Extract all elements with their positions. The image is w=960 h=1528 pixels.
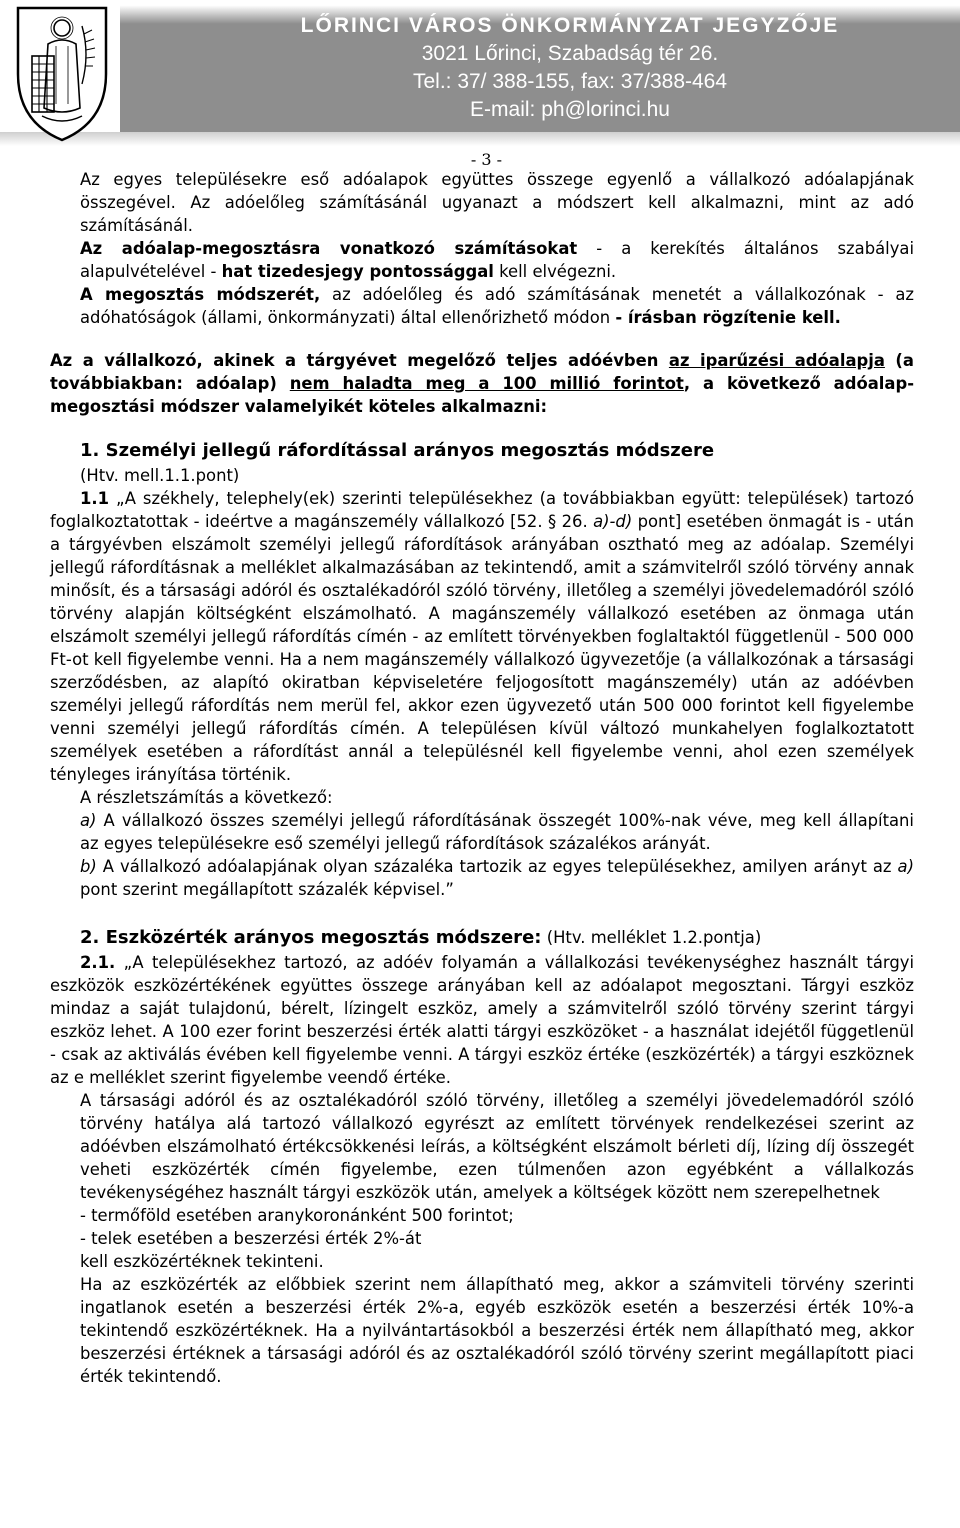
calc-step-a: a) A vállalkozó összes személyi jellegű ráfordításának összegét 100%-nak véve, meg kell állapítani az egyes településekre eső személyi jellegű ráfordítások százalékos arányát. [80, 811, 914, 853]
office-address: 3021 Lőrinci, Szabadság tér 26. [421, 42, 719, 65]
letterhead-shadow [0, 132, 960, 146]
section-2 [50, 925, 914, 951]
list-item: - termőföld esetében aranykoronánként 500 forintot; [80, 1206, 514, 1225]
section-2-heading: 2. Eszközérték arányos megosztás módszere: [80, 927, 542, 948]
paragraph-eligibility: Az a vállalkozó, akinek a tárgyévet megelőző teljes adóévben az iparűzési adóalapja (a továbbiakban: adóalap) nem haladta meg a 100 millió forintot, a következő adóalap-megosztási módszer valamelyikét köteles alkalmazni: [50, 351, 914, 416]
letterhead-text [250, 12, 890, 124]
section-2-reference: (Htv. melléklet 1.2.pontja) [541, 928, 762, 947]
section-2-paragraph-2: A társasági adóról és az osztalékadóról szóló törvény, illetőleg a személyi jövedelemadóról szóló törvény hatálya alá tartozó vállalkozó egyrészt az említett törvények rendelkezései szerint az adóévben elszámolható értékcsökkenési leírás, a költségként elszámolt bérleti díj, lízing díj összegét veheti eszközérték címén figyelembe, ezen túlmenően azon egyébként a vállalkozás tevékenységéhez használt tárgyi eszközök után, amelyek a költségek között nem szerepelhetnek [80, 1091, 914, 1202]
section-1-1-text: 1.1 „A székhely, telephely(ek) szerinti településekhez (a továbbiakban együtt: települések) tartozó foglalkoztatottak - ideértve a magánszemély vállalkozó [52. § 26. a)-d) pont] esetében önmagát is - után a tárgyévben elszámolt személyi jellegű ráfordítások arányában osztható meg az adóalap. Személyi jellegű ráfordításnak a melléklet alkalmazásában az tekintendő, amit a számvitelről szóló törvény annak minősít, és a társasági adóról és osztalékadóról szóló törvény, illetőleg a személyi jövedelemadóról szóló törvény alapján költségként elszámolható. A magánszemély vállalkozó esetében az önmaga után elszámolt személyi jellegű ráfordítás címén - az említett törvényekben foglaltaktól függetlenül - 500 000 Ft-ot kell figyelembe venni. Ha a nem magánszemély vállalkozó ügyvezetője (a vállalkozónak a társasági szerződésben, az alapító okiratban képviseletére feljogosított magánszemély) után az adóévben személyi jellegű ráfordítás nem merül fel, akkor ezen ügyvezető után 500 000 forintot kell figyelembe venni személyi jellegű ráfordítás címén. A településen kívül változó munkahelyen foglalkoztatott személyek esetében a ráfordítást annál a településnél kell figyelembe venni, ahol ezen személyek tényleges irányítása történik. [50, 489, 914, 784]
paragraph-summing: Az egyes településekre eső adóalapok együttes összege egyenlő a vállalkozó adóalapjának összegével. Az adóelőleg számításánál ugyanazt a módszert kell alkalmazni, mint az adó számításánál. [80, 170, 914, 235]
section-2-1-text: 2.1. „A településekhez tartozó, az adóév folyamán a vállalkozási tevékenységhez használt tárgyi eszközök eszközértékének együttes összege arányában kell az adóalapot megosztani. Tárgyi eszköz mindaz a saját tulajdonú, bérelt, lízingelt eszköz, amely a számvitelről szóló törvény szerint tárgyi eszköz lehet. A 100 ezer forint beszerzési érték alatti tárgyi eszközöket - a használat idejétől függetlenül - csak az aktiválás évében kell figyelembe venni. A tárgyi eszköz értéke (eszközérték) a tárgyi eszköznek az e melléklet szerint figyelembe veendő értéke. [50, 953, 914, 1087]
calc-step-b: b) A vállalkozó adóalapjának olyan százaléka tartozik az egyes településekhez, amilyen arányt az a) pont szerint megállapított százalék képvisel.” [80, 857, 914, 899]
page-number: - 3 - [470, 150, 502, 169]
section-2-paragraph-3: Ha az eszközérték az előbbiek szerint nem állapítható meg, akkor a számviteli törvény szerinti ingatlanok esetén a beszerzési érték 2%-a, egyéb eszközök esetén a beszerzési érték 10%-a tekintendő eszközértéknek. Ha a nyilvántartásokból a beszerzési érték nem állapítható meg, akkor beszerzési értéknek a társasági adóról és az osztalékadóról szóló törvény szerint megállapított piaci érték tekintendő. [80, 1275, 914, 1386]
paragraph-method-record: A megosztás módszerét, az adóelőleg és adó számításának menetét a vállalkozónak - az adóhatóságok (állami, önkormányzati) által ellenőrizhető módon - írásban rögzítenie kell. [80, 285, 914, 327]
coat-of-arms-icon [12, 4, 112, 144]
section-1 [50, 438, 914, 487]
office-phone: Tel.: 37/ 388-155, fax: 37/388-464 [412, 70, 728, 93]
office-email: E-mail: ph@lorinci.hu [470, 98, 670, 121]
letterhead [0, 0, 960, 150]
paragraph-precision: Az adóalap-megosztásra vonatkozó számításokat - a kerekítés általános szabályai alapulvételével - hat tizedesjegy pontossággal kell elvégezni. [80, 239, 914, 281]
calc-intro: A részletszámítás a következő: [80, 788, 333, 807]
office-title: LŐRINCI VÁROS ÖNKORMÁNYZAT JEGYZŐJE [300, 14, 840, 37]
section-1-reference: (Htv. mell.1.1.pont) [80, 466, 240, 485]
section-1-heading: 1. Személyi jellegű ráfordítással arányos megosztás módszere [80, 440, 715, 461]
document-body [50, 168, 914, 1388]
list-item: - telek esetében a beszerzési érték 2%-át [80, 1229, 422, 1248]
list-item: kell eszközértéknek tekinteni. [80, 1252, 324, 1271]
